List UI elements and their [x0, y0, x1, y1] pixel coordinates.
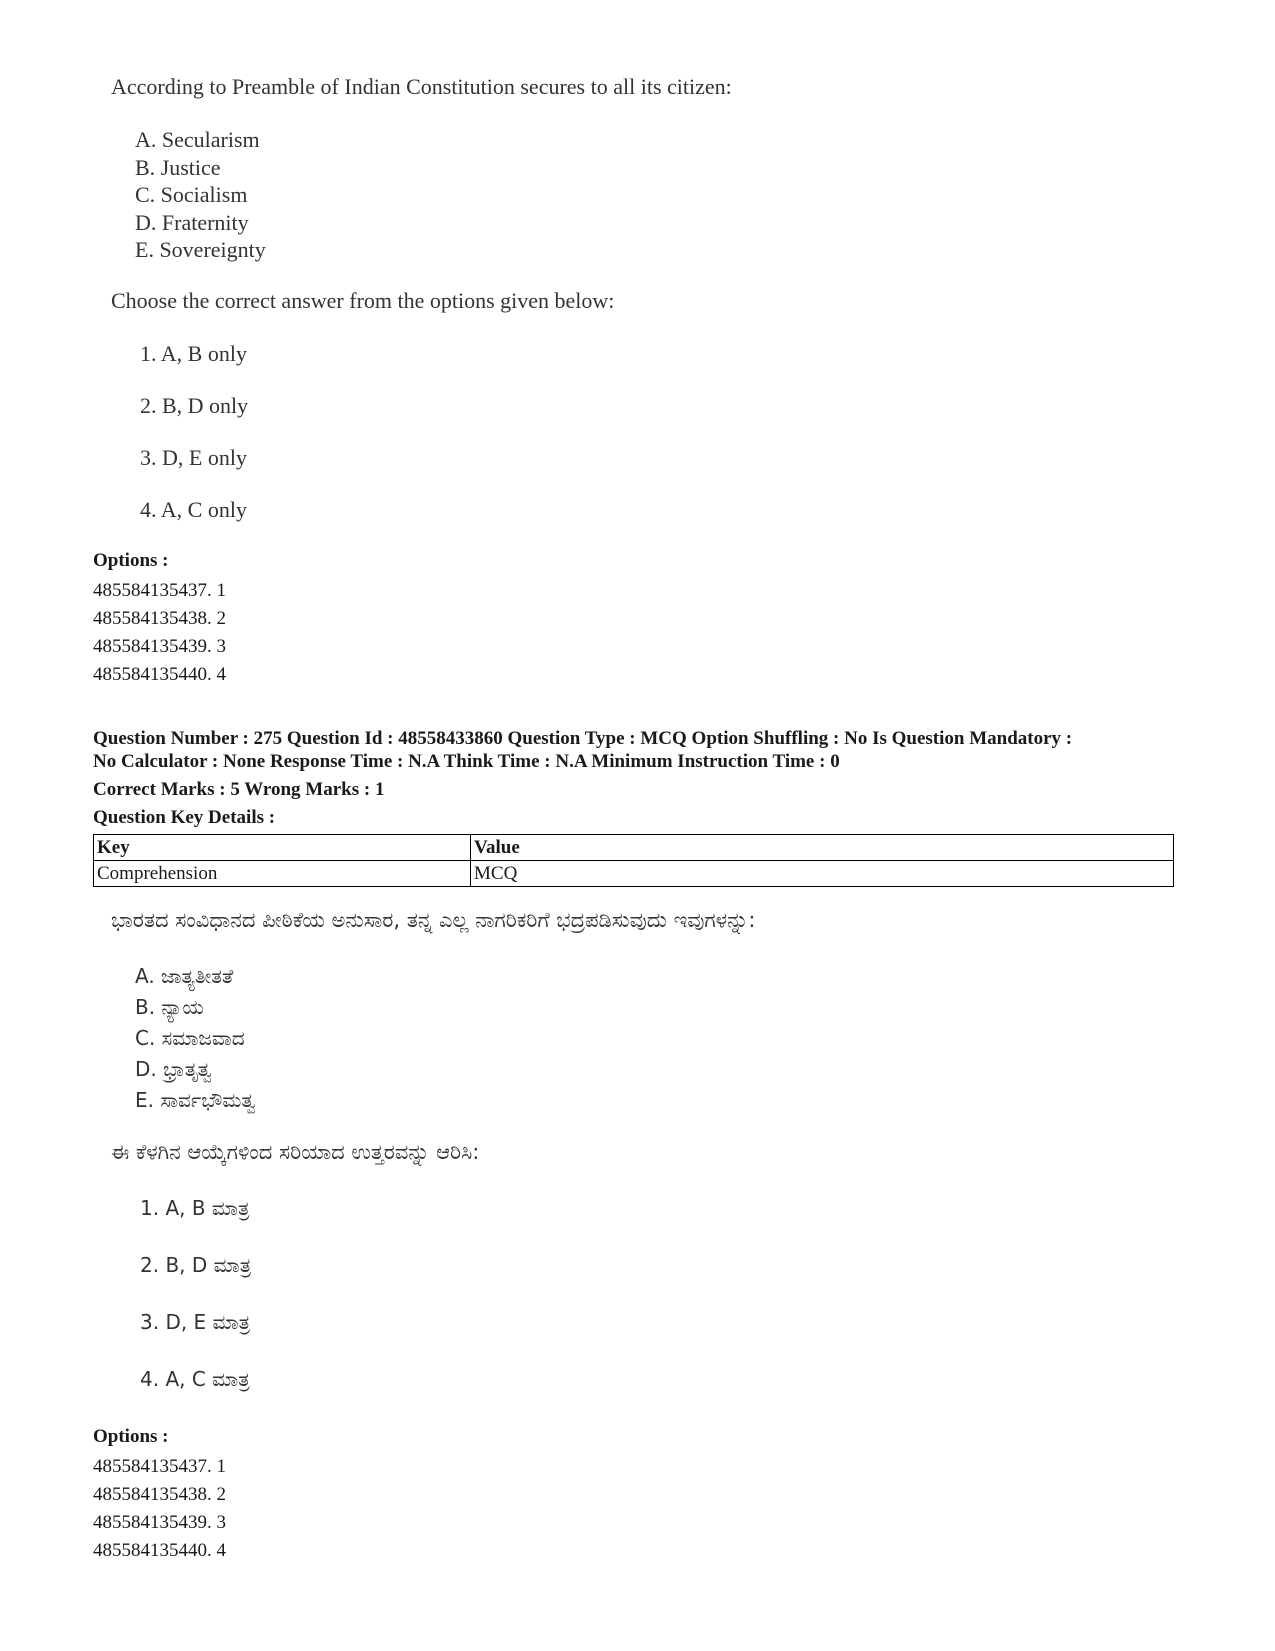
option-id: 485584135440. 4	[93, 1540, 226, 1561]
option-id: 485584135437. 1	[93, 1456, 226, 1477]
answer-choice: 1. A, B only	[140, 341, 247, 366]
statement-item: E. Sovereignty	[135, 237, 266, 262]
table-row	[94, 861, 1174, 887]
answer-choice: 1. A, B ಮಾತ್ರ	[140, 1196, 250, 1220]
question-meta-line-2: No Calculator : None Response Time : N.A Think Time : N.A Minimum Instruction Time : 0	[93, 751, 840, 772]
statement-item: D. ಭ್ರಾತೃತ್ವ	[135, 1057, 212, 1081]
options-heading: Options :	[93, 550, 169, 571]
statement-item: E. ಸಾರ್ವಭೌಮತ್ವ	[135, 1088, 256, 1112]
option-id: 485584135437. 1	[93, 580, 226, 601]
question-meta-line-1: Question Number : 275 Question Id : 48558433860 Question Type : MCQ Option Shuffling : No Is Question Mandatory :	[93, 728, 1073, 749]
table-header-row	[94, 835, 1174, 861]
options-list	[93, 1453, 226, 1565]
option-id: 485584135439. 3	[93, 1512, 226, 1533]
statement-item: B. ನ್ಯಾಯ	[135, 995, 204, 1019]
choose-instruction-kannada: ಈ ಕೆಳಗಿನ ಆಯ್ಕೆಗಳಿಂದ ಸರಿಯಾದ ಉತ್ತರವನ್ನು ಆರಿಸಿ:	[111, 1140, 480, 1164]
statement-item: C. Socialism	[135, 182, 248, 207]
table-header-cell: Value	[471, 835, 1174, 861]
question-stem-kannada: ಭಾರತದ ಸಂವಿಧಾನದ ಪೀಠಿಕೆಯ ಅನುಸಾರ, ತನ್ನ ಎಲ್ಲ ನಾಗರಿಕರಿಗೆ ಭದ್ರಪಡಿಸುವುದು ಇವುಗಳನ್ನು:	[111, 908, 756, 932]
options-heading: Options :	[93, 1426, 169, 1447]
statement-list	[135, 126, 266, 264]
options-list	[93, 577, 226, 689]
key-details-heading: Question Key Details :	[93, 807, 276, 828]
choose-instruction: Choose the correct answer from the options given below:	[111, 288, 615, 313]
key-details-table	[93, 834, 1174, 887]
statement-item: D. Fraternity	[135, 209, 249, 235]
answer-choice: 3. D, E only	[140, 445, 247, 470]
answer-choice: 3. D, E ಮಾತ್ರ	[140, 1310, 251, 1334]
answer-choice: 2. B, D only	[140, 393, 249, 418]
answer-choice: 4. A, C only	[140, 497, 247, 522]
statement-list-kannada	[135, 961, 256, 1116]
statement-item: C. ಸಮಾಜವಾದ	[135, 1026, 245, 1050]
marks-line: Correct Marks : 5 Wrong Marks : 1	[93, 779, 385, 800]
table-header-cell: Key	[94, 835, 471, 861]
statement-item: A. ಜಾತ್ಯತೀತತೆ	[135, 964, 234, 988]
table-cell: MCQ	[471, 861, 1174, 887]
option-id: 485584135438. 2	[93, 608, 226, 629]
table-cell: Comprehension	[94, 861, 471, 887]
question-stem: According to Preamble of Indian Constitution secures to all its citizen:	[111, 74, 732, 99]
statement-item: A. Secularism	[135, 127, 260, 152]
option-id: 485584135439. 3	[93, 636, 226, 657]
answer-choice: 4. A, C ಮಾತ್ರ	[140, 1367, 250, 1391]
option-id: 485584135438. 2	[93, 1484, 226, 1505]
statement-item: B. Justice	[135, 154, 221, 180]
option-id: 485584135440. 4	[93, 664, 226, 685]
answer-choice: 2. B, D ಮಾತ್ರ	[140, 1253, 252, 1277]
